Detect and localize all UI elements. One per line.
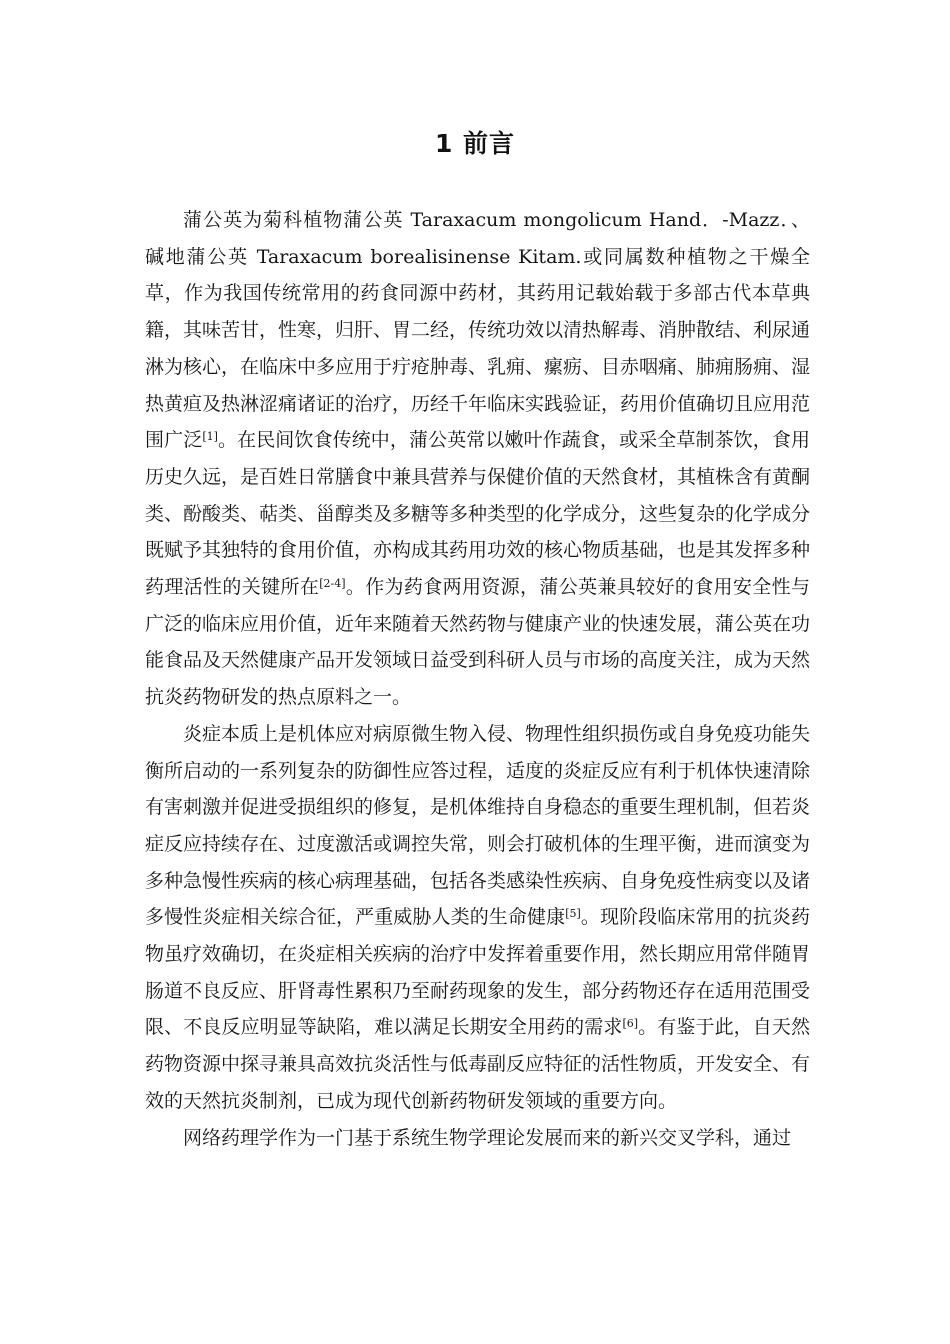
paragraph-text: 。有鉴于此，自天然药物资源中探寻兼具高效抗炎活性与低毒副反应特征的活性物质，开发安全、有效的天然抗炎制剂，已成为现代创新药物研发领域的重要方向。 [145,1016,811,1112]
paragraph-text: 。作为药食两用资源，蒲公英兼具较好的食用安全性与广泛的临床应用价值，近年来随着天然药物与健康产业的快速发展，蒲公英在功能食品及天然健康产品开发领域日益受到科研人员与市场的高度关注，成为天然抗炎药物研发的热点原料之一。 [145,576,811,709]
paragraph-text: 。在民间饮食传统中，蒲公英常以嫩叶作蔬食，或采全草制茶饮，食用历史久远，是百姓日常膳食中兼具营养与保健价值的天然食材，其植株含有黄酮类、酚酸类、萜类、甾醇类及多糖等多种类型的化学成分，这些复杂的化学成分既赋予其独特的食用价值，亦构成其药用功效的核心物质基础，也是其发挥多种药理活性的关键所在 [145,429,811,599]
paragraph [145,716,810,1120]
citation-ref: [1] [202,430,218,444]
paragraph-text: 网络药理学作为一门基于系统生物学理论发展而来的新兴交叉学科，通过 [183,1126,792,1149]
paragraph [145,202,810,716]
citation-ref: [5] [565,907,581,921]
paragraph-text: 蒲公英为菊科植物蒲公英 Taraxacum mongolicum Hand．-Mazz．、碱地蒲公英 Taraxacum borealisinense Kitam.或同属数种植物之干燥全草，作为我国传统常用的药食同源中药材，其药用记载始载于多部古代本草典籍，其味苦甘，性寒，归肝、胃二经，传统功效以清热解毒、消肿散结、利尿通淋为核心，在临床中多应用于疔疮肿毒、乳痈、瘰疬、目赤咽痛、肺痈肠痈、湿热黄疸及热淋涩痛诸证的治疗，历经千年临床实践验证，药用价值确切且应用范围广泛 [145,209,811,452]
paragraph-text: 。现阶段临床常用的抗炎药物虽疗效确切，在炎症相关疾病的治疗中发挥着重要作用，然长期应用常伴随胃肠道不良反应、肝肾毒性累积乃至耐药现象的发生，部分药物还存在适用范围受限、不良反应明显等缺陷，难以满足长期安全用药的需求 [145,906,811,1039]
citation-ref: [6] [622,1017,639,1031]
citation-ref: [2-4] [319,577,346,591]
section-title: 1 前言 [434,129,516,158]
body-text [145,202,810,1156]
paragraph-text: 炎症本质上是机体应对病原微生物入侵、物理性组织损伤或自身免疫功能失衡所启动的一系列复杂的防御性应答过程，适度的炎症反应有利于机体快速清除有害刺激并促进受损组织的修复，是机体维持自身稳态的重要生理机制，但若炎症反应持续存在、过度激活或调控失常，则会打破机体的生理平衡，进而演变为多种急慢性疾病的核心病理基础，包括各类感染性疾病、自身免疫性病变以及诸多慢性炎症相关综合征，严重威胁人类的生命健康 [145,722,811,929]
paragraph [145,1120,810,1157]
